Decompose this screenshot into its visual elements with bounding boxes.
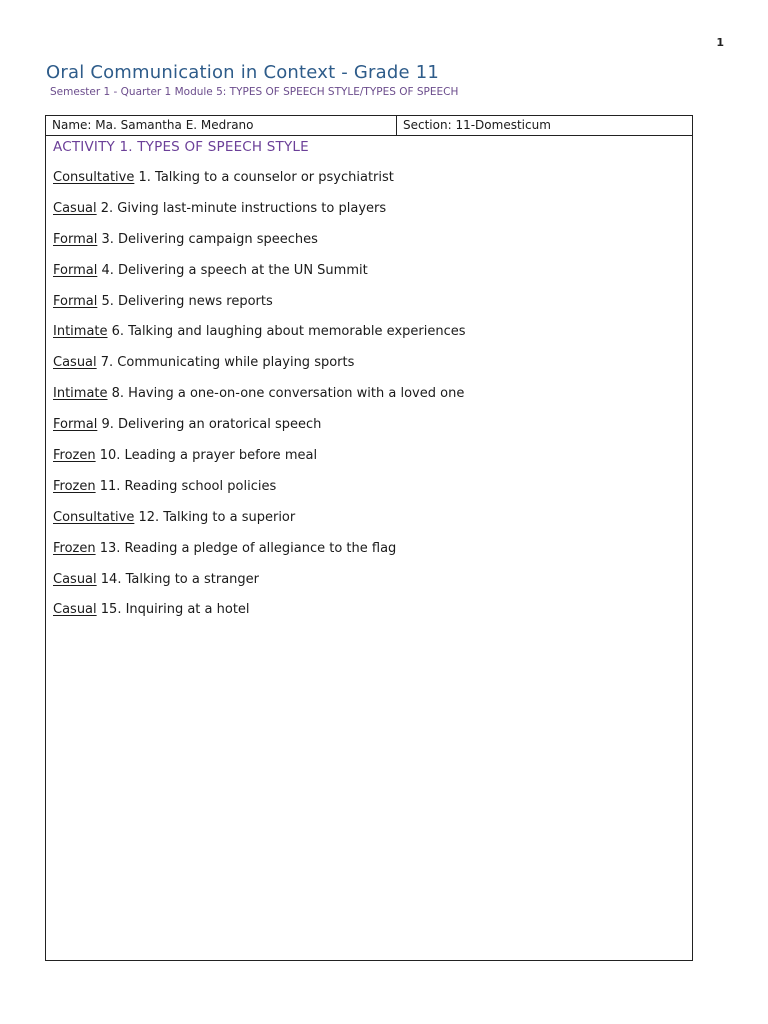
item-answer: Frozen xyxy=(53,540,96,556)
item-answer: Casual xyxy=(53,602,97,618)
list-item xyxy=(53,448,466,479)
list-item xyxy=(53,417,466,448)
document-title: Oral Communication in Context - Grade 11 xyxy=(46,62,440,83)
item-answer: Intimate xyxy=(53,324,108,340)
list-item xyxy=(53,201,466,232)
worksheet-box xyxy=(45,115,693,961)
list-item xyxy=(53,479,466,510)
item-text: 9. Delivering an oratorical speech xyxy=(97,417,322,433)
student-info-row xyxy=(46,116,692,136)
item-text: 8. Having a one-on-one conversation with a loved one xyxy=(107,386,465,402)
item-text: 13. Reading a pledge of allegiance to the flag xyxy=(95,540,397,556)
list-item xyxy=(53,294,466,325)
item-text: 14. Talking to a stranger xyxy=(96,571,260,587)
item-answer: Casual xyxy=(53,571,97,587)
list-item xyxy=(53,232,466,263)
item-text: 5. Delivering news reports xyxy=(97,293,273,309)
corner-mark-left xyxy=(45,135,46,141)
list-item xyxy=(53,541,466,572)
list-item xyxy=(53,324,466,355)
item-text: 4. Delivering a speech at the UN Summit xyxy=(97,262,368,278)
activity-title: ACTIVITY 1. TYPES OF SPEECH STYLE xyxy=(53,139,309,155)
activity-item-list xyxy=(53,170,466,633)
item-answer: Frozen xyxy=(53,478,96,494)
list-item xyxy=(53,355,466,386)
item-text: 10. Leading a prayer before meal xyxy=(95,448,318,464)
corner-mark-right xyxy=(687,135,693,136)
item-text: 1. Talking to a counselor or psychiatrist xyxy=(134,170,394,185)
student-section: Section: 11-Domesticum xyxy=(403,118,551,132)
item-answer: Formal xyxy=(53,231,98,247)
list-item xyxy=(53,510,466,541)
item-answer: Frozen xyxy=(53,448,96,464)
item-text: 6. Talking and laughing about memorable experiences xyxy=(107,324,466,340)
item-text: 7. Communicating while playing sports xyxy=(96,355,355,371)
item-answer: Casual xyxy=(53,200,97,216)
item-answer: Consultative xyxy=(53,509,135,525)
item-answer: Formal xyxy=(53,417,98,433)
item-text: 15. Inquiring at a hotel xyxy=(96,602,250,618)
item-text: 12. Talking to a superior xyxy=(134,509,296,525)
item-answer: Intimate xyxy=(53,386,108,402)
page-number: 1 xyxy=(716,36,724,49)
list-item xyxy=(53,572,466,603)
item-text: 2. Giving last-minute instructions to players xyxy=(96,200,387,216)
student-name: Name: Ma. Samantha E. Medrano xyxy=(52,118,254,132)
list-item xyxy=(53,170,466,201)
list-item xyxy=(53,386,466,417)
item-answer: Casual xyxy=(53,355,97,371)
item-answer: Formal xyxy=(53,293,98,309)
info-divider xyxy=(396,116,397,135)
list-item xyxy=(53,602,466,633)
item-answer: Formal xyxy=(53,262,98,278)
item-text: 11. Reading school policies xyxy=(95,478,277,494)
list-item xyxy=(53,263,466,294)
document-subtitle: Semester 1 - Quarter 1 Module 5: TYPES OF SPEECH STYLE/TYPES OF SPEECH xyxy=(50,86,459,98)
item-text: 3. Delivering campaign speeches xyxy=(97,231,318,247)
item-answer: Consultative xyxy=(53,170,135,185)
